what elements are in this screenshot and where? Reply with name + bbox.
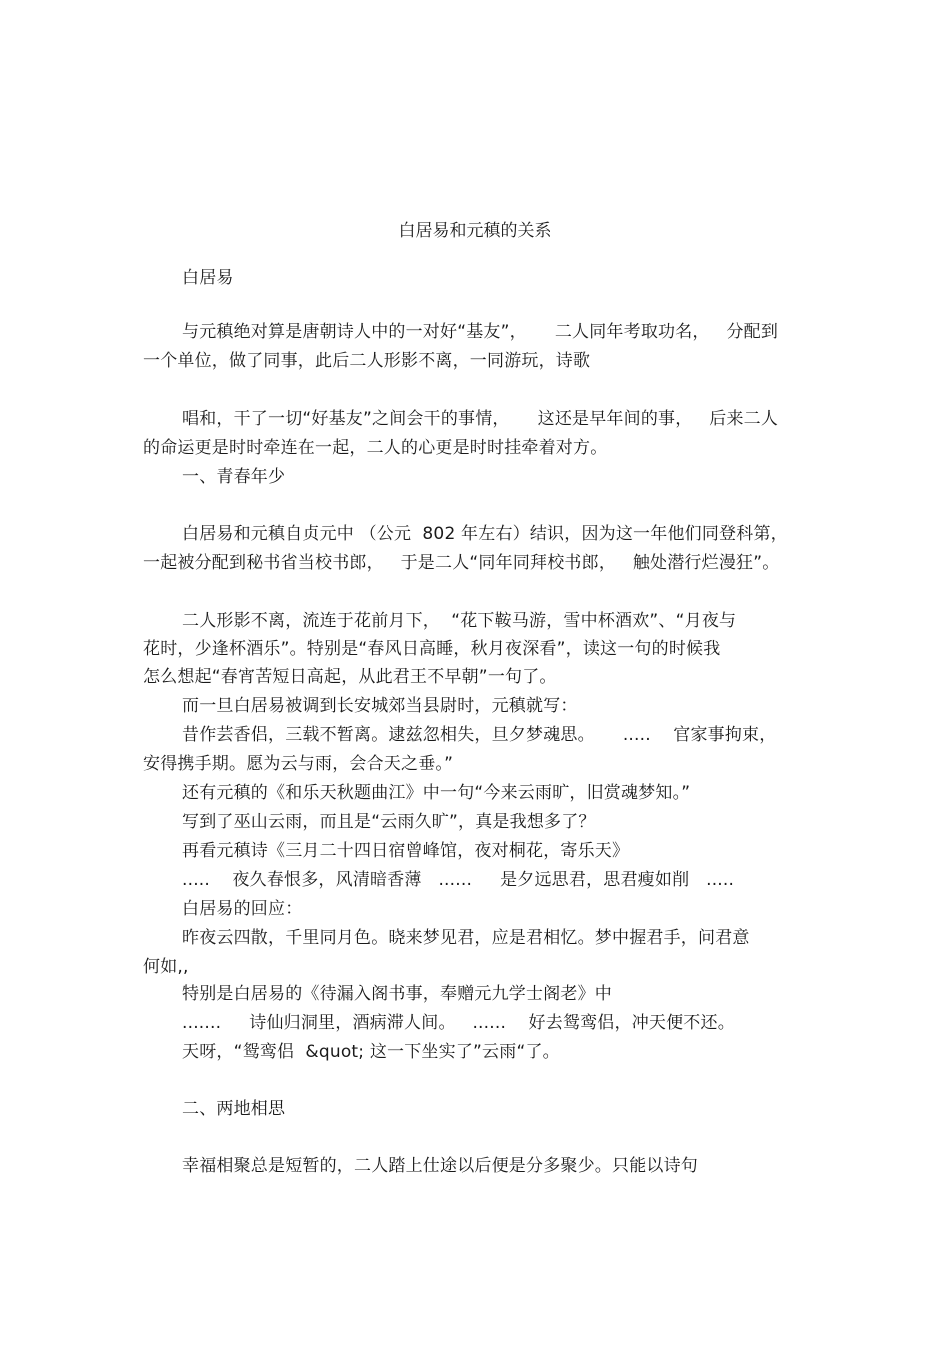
text-line: 二人形影不离，流连于花前月下， “花下鞍马游，雪中杯酒欢”、“月夜与 <box>182 611 737 631</box>
text-line: ..... 夜久春恨多，风清暗香薄 ...... 是夕远思君，思君瘦如削 ..... <box>182 870 735 890</box>
text-line: 昔作芸香侣，三载不暂离。逮兹忽相失，旦夕梦魂思。 ..... 官家事拘束， <box>182 725 777 745</box>
document-title: 白居易和元稹的关系 <box>398 221 552 241</box>
text-line: 而一旦白居易被调到长安城郊当县尉时，元稹就写： <box>182 696 578 716</box>
text-line: 昨夜云四散，千里同月色。晓来梦见君，应是君相忆。梦中握君手，问君意 <box>182 928 750 948</box>
text-line: 花时，少逢杯酒乐”。特别是“春风日高睡，秋月夜深看”，读这一句的时候我 <box>143 639 721 659</box>
text-line: 幸福相聚总是短暂的，二人踏上仕途以后便是分多聚少。只能以诗句 <box>182 1156 698 1176</box>
section-heading: 二、两地相思 <box>182 1099 286 1119</box>
text-line: 白居易的回应： <box>182 899 303 919</box>
text-line: ....... 诗仙归洞里，酒病滞人间。 ...... 好去鸳鸾侣，冲天便不还。 <box>182 1013 735 1033</box>
text-line: 怎么想起“春宵苦短日高起，从此君王不早朝”一句了。 <box>143 667 557 687</box>
text-line: 与元稹绝对算是唐朝诗人中的一对好“基友”， 二人同年考取功名， 分配到 <box>182 322 779 342</box>
text-line: 安得携手期。愿为云与雨，会合天之垂。” <box>143 754 454 774</box>
section-heading: 一、青春年少 <box>182 467 286 487</box>
text-line: 的命运更是时时牵连在一起，二人的心更是时时挂牵着对方。 <box>143 438 608 458</box>
text-line: 一个单位，做了同事，此后二人形影不离，一同游玩，诗歌 <box>143 351 591 371</box>
text-line: 再看元稹诗《三月二十四日宿曾峰馆，夜对桐花，寄乐天》 <box>182 841 630 861</box>
text-line: 还有元稹的《和乐天秋题曲江》中一句“今来云雨旷，旧赏魂梦知。” <box>182 783 691 803</box>
text-line: 唱和，干了一切“好基友”之间会干的事情， 这还是早年间的事， 后来二人 <box>182 409 779 429</box>
text-line: 一起被分配到秘书省当校书郎， 于是二人“同年同拜校书郎， 触处潜行烂漫狂”。 <box>143 553 780 573</box>
text-line: 何如,, <box>143 957 189 977</box>
text-line: 特别是白居易的《待漏入阁书事，奉赠元九学士阁老》中 <box>182 984 612 1004</box>
text-line: 天呀，“鸳鸾侣 &quot; 这一下坐实了”云雨“了。 <box>182 1042 560 1062</box>
text-line: 白居易和元稹自贞元中 （公元 802 年左右）结识，因为这一年他们同登科第， <box>182 524 788 544</box>
text-line: 写到了巫山云雨，而且是“云雨久旷”，真是我想多了？ <box>182 812 596 832</box>
text-line: 白居易 <box>182 268 234 288</box>
